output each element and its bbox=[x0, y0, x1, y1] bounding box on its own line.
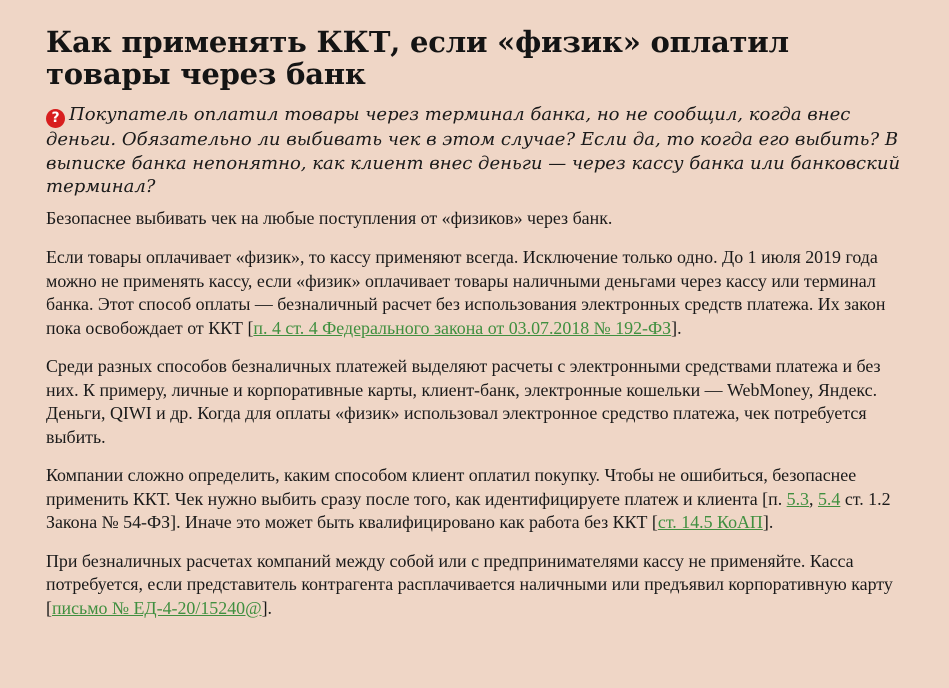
article bbox=[46, 26, 916, 620]
paragraph-b2b bbox=[46, 550, 916, 621]
paragraph-exception bbox=[46, 246, 916, 340]
letter-ed-4-20-link[interactable]: письмо № ЕД-4-20/15240@ bbox=[51, 597, 262, 618]
paragraph-apply-kkt-text: Компании сложно определить, каким способом клиент оплатил покупку. Чтобы не ошибиться, безопаснее применить ККТ. Чек нужно выбить сразу после того, как идентифицируете платеж и клиента [п. bbox=[46, 465, 857, 509]
question-icon: ? bbox=[46, 109, 65, 128]
answer-summary: Безопаснее выбивать чек на любые поступления от «физиков» через банк. bbox=[46, 207, 613, 228]
law-54-fz-5-4-link[interactable]: 5.4 bbox=[817, 488, 841, 509]
paragraph-b2b-end: ]. bbox=[261, 597, 272, 618]
paragraph-apply-kkt bbox=[46, 464, 916, 535]
koap-14-5-link[interactable]: ст. 14.5 КоАП bbox=[657, 512, 763, 532]
page-title: Как применять ККТ, если «физик» оплатил товары через банк bbox=[46, 25, 789, 91]
paragraph-exception-end: ]. bbox=[671, 317, 682, 338]
law-54-fz-5-3-link[interactable]: 5.3 bbox=[786, 488, 810, 509]
paragraph-apply-kkt-end: ]. bbox=[762, 512, 774, 532]
reader-question bbox=[46, 103, 916, 199]
law-192-fz-link[interactable]: п. 4 ст. 4 Федерального закона от 03.07.2018 № 192-ФЗ bbox=[253, 317, 672, 338]
paragraph-payment-methods: Среди разных способов безналичных платежей выделяют расчеты с электронными средствами платежа и без них. К примеру, личные и корпоративные карты, клиент-банк, электронные кошельки — WebMoney, Яндекс. Деньги, QIWI и др. Когда для оплаты «физик» использовал электронное средство платежа, чек потребуется выбить. bbox=[46, 356, 881, 447]
question-text: Покупатель оплатил товары через терминал банка, но не сообщил, когда внес деньги. Обязательно ли выбивать чек в этом случае? Если да, то когда его выбить? В выписке банка непонятно, как клиент внес деньги — через кассу банка или банковский терминал? bbox=[46, 104, 901, 197]
paragraph-exception-text: Если товары оплачивает «физик», то кассу применяют всегда. Исключение только одно. До 1 июля 2019 года можно не применять кассу, если «физик» оплачивает товары наличными деньгами через кассу или терминал банка. Этот способ оплаты — безналичный расчет без использования электронных средств платежа. Их закон пока освобождает от ККТ [ bbox=[46, 247, 886, 338]
link-separator: , bbox=[809, 488, 818, 509]
paragraph-b2b-text: При безналичных расчетах компаний между собой или с предпринимателями кассу не применяйте. Касса потребуется, если представитель контрагента расплачивается наличными или предъявил корпоративную карту [ bbox=[46, 550, 893, 618]
paragraph-apply-kkt-text-2: ст. 1.2 Закона № 54-ФЗ]. Иначе это может быть квалифицировано как работа без ККТ [ bbox=[46, 488, 891, 532]
